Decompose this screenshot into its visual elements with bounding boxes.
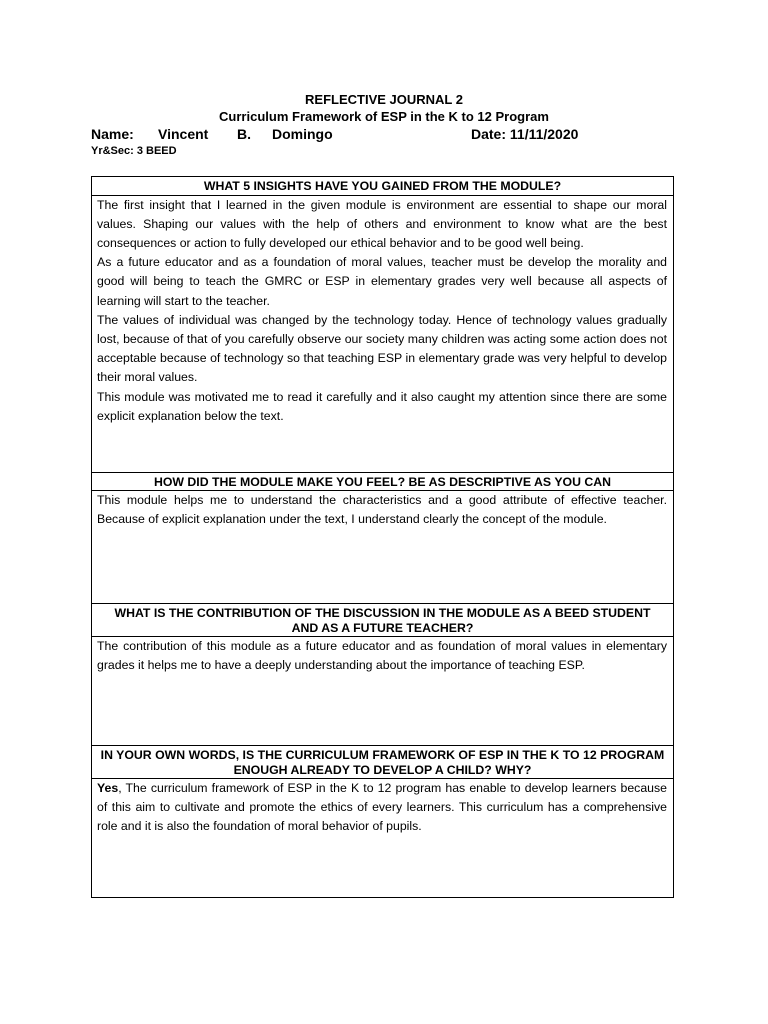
question-1: WHAT 5 INSIGHTS HAVE YOU GAINED FROM THE MODULE? xyxy=(203,179,562,193)
student-middle-initial: B. xyxy=(237,126,251,142)
student-last-name: Domingo xyxy=(272,126,333,142)
answer-4-yes: Yes xyxy=(97,781,119,795)
student-first-name: Vincent xyxy=(158,126,209,142)
question-4: IN YOUR OWN WORDS, IS THE CURRICULUM FRAMEWORK OF ESP IN THE K TO 12 PROGRAM ENOUGH ALREADY TO DEVELOP A CHILD? WHY? xyxy=(92,745,673,778)
answer-4-paragraph xyxy=(97,779,667,837)
answer-3 xyxy=(92,636,673,745)
question-3: WHAT IS THE CONTRIBUTION OF THE DISCUSSION IN THE MODULE AS A BEED STUDENT AND AS A FUTURE TEACHER? xyxy=(92,603,673,636)
question-2: HOW DID THE MODULE MAKE YOU FEEL? BE AS DESCRIPTIVE AS YOU CAN xyxy=(92,472,673,491)
answer-4 xyxy=(92,778,673,897)
document-title: REFLECTIVE JOURNAL 2 xyxy=(305,92,463,107)
name-label: Name: xyxy=(91,126,134,142)
answer-1 xyxy=(92,195,673,472)
document-subtitle: Curriculum Framework of ESP in the K to 12 Program xyxy=(219,109,549,124)
year-section: Yr&Sec: 3 BEED xyxy=(91,145,177,157)
answer-4-text: , The curriculum framework of ESP in the K to 12 program has enable to develop learners because of this aim to cultivate and promote the ethics of every learners. This curriculum has a comprehensive role and it is also the foundation of moral behavior of pupils. xyxy=(97,781,667,834)
answer-1-paragraph: This module was motivated me to read it carefully and it also caught my attention since there are some explicit explanation below the text. xyxy=(97,389,667,423)
reflection-table xyxy=(91,176,674,898)
answer-3-paragraph: The contribution of this module as a future educator and as foundation of moral values in elementary grades it helps me to have a deeply understanding about the importance of teaching ESP. xyxy=(97,639,667,673)
submission-date: Date: 11/11/2020 xyxy=(471,126,579,142)
answer-1-paragraph: The values of individual was changed by the technology today. Hence of technology values gradually lost, because of that of you carefully observe our society many children was acting some action does not acceptable because of technology so that teaching ESP in elementary grade was very helpful to develop their moral values. xyxy=(97,312,667,385)
answer-2 xyxy=(92,490,673,603)
answer-1-paragraph: As a future educator and as a foundation of moral values, teacher must be develop the morality and good will being to teach the GMRC or ESP in elementary grades very well because all aspects of learning will start to the teacher. xyxy=(97,255,667,308)
answer-1-paragraph: The first insight that I learned in the given module is environment are essential to shape our moral values. Shaping our values with the help of others and environment to know what are the best consequences or action to fully developed our ethical behavior and to be good well being. xyxy=(97,197,667,250)
answer-2-paragraph: This module helps me to understand the characteristics and a good attribute of effective teacher. Because of explicit explanation under the text, I understand clearly the concept of the module. xyxy=(97,493,667,527)
